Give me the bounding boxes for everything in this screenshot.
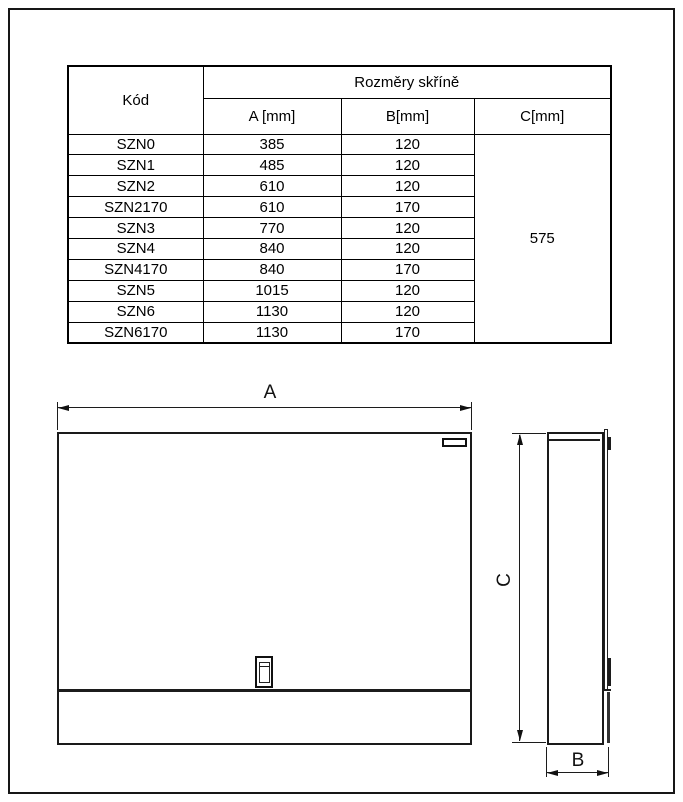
front-door-lock-slot xyxy=(260,666,269,667)
cell-b: 120 xyxy=(341,301,474,322)
column-header-c: C[mm] xyxy=(474,98,611,134)
cell-b: 170 xyxy=(341,259,474,280)
arrowhead-down-icon xyxy=(517,730,523,741)
cabinet-front-view xyxy=(57,432,472,745)
side-top-cap-line xyxy=(549,439,600,441)
cell-a: 385 xyxy=(203,134,341,155)
cell-a: 1130 xyxy=(203,322,341,343)
cell-code: SZN3 xyxy=(68,218,203,239)
cell-code: SZN5 xyxy=(68,280,203,301)
cabinet-side-view xyxy=(547,432,604,745)
cell-b: 170 xyxy=(341,322,474,343)
cell-a: 840 xyxy=(203,259,341,280)
column-header-b: B[mm] xyxy=(341,98,474,134)
cell-c-merged: 575 xyxy=(474,134,611,343)
arrowhead-right-icon xyxy=(460,405,471,411)
dimension-b-label: B xyxy=(571,750,585,771)
column-header-a: A [mm] xyxy=(203,98,341,134)
dim-c-line xyxy=(519,435,520,741)
cell-code: SZN4170 xyxy=(68,259,203,280)
dim-a-line xyxy=(57,407,472,408)
cell-b: 120 xyxy=(341,155,474,176)
cell-code: SZN6170 xyxy=(68,322,203,343)
table-title: Rozměry skříně xyxy=(203,66,611,98)
arrowhead-right-icon xyxy=(597,770,608,776)
code-column-header: Kód xyxy=(68,66,203,134)
side-hinge-mark xyxy=(608,437,611,450)
front-door-bottom-edge xyxy=(59,689,470,692)
side-bottom-panel-edge xyxy=(607,692,610,743)
arrowhead-up-icon xyxy=(517,434,523,445)
cell-a: 610 xyxy=(203,197,341,218)
cell-b: 120 xyxy=(341,218,474,239)
cell-code: SZN6 xyxy=(68,301,203,322)
cell-a: 1015 xyxy=(203,280,341,301)
dimension-c-label: C xyxy=(493,573,515,587)
side-door-panel xyxy=(604,429,608,690)
cell-code: SZN4 xyxy=(68,238,203,259)
cell-a: 610 xyxy=(203,176,341,197)
cell-a: 770 xyxy=(203,218,341,239)
cell-a: 1130 xyxy=(203,301,341,322)
cell-code: SZN2170 xyxy=(68,197,203,218)
arrowhead-left-icon xyxy=(58,405,69,411)
cell-b: 120 xyxy=(341,280,474,301)
cell-a: 840 xyxy=(203,238,341,259)
table-row xyxy=(68,134,611,155)
cell-code: SZN2 xyxy=(68,176,203,197)
front-label-plate xyxy=(442,438,467,447)
cell-code: SZN1 xyxy=(68,155,203,176)
cell-b: 120 xyxy=(341,238,474,259)
side-lock-mark xyxy=(608,658,611,686)
cell-b: 170 xyxy=(341,197,474,218)
cell-a: 485 xyxy=(203,155,341,176)
dimension-a-label: A xyxy=(263,382,277,403)
arrowhead-left-icon xyxy=(547,770,558,776)
cell-code: SZN0 xyxy=(68,134,203,155)
dim-c-extension-bottom xyxy=(512,742,546,743)
side-door-bottom-tick xyxy=(602,689,611,691)
cell-b: 120 xyxy=(341,176,474,197)
dimensions-table xyxy=(67,65,612,344)
cell-b: 120 xyxy=(341,134,474,155)
